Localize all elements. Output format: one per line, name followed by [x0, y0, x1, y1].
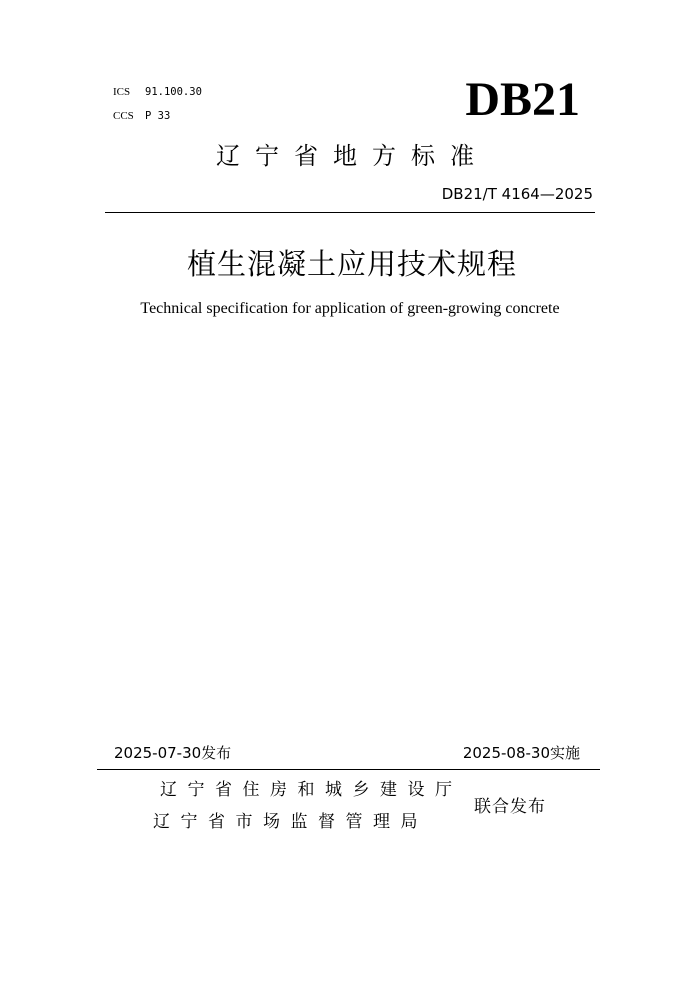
issuer-market-regulation: 辽宁省市场监督管理局 [153, 812, 428, 832]
issuer-housing-department: 辽宁省住房和城乡建设厅 [160, 780, 463, 800]
document-title-en: Technical specification for application of green-growing concrete [140, 300, 560, 317]
ics-value: 91.100.30 [145, 86, 202, 98]
standard-type: 辽宁省地方标准 [216, 142, 489, 170]
db-code-logo: DB21 [465, 73, 580, 126]
ccs-value: P 33 [145, 110, 171, 122]
joint-issue-label: 联合发布 [474, 797, 546, 817]
header-divider [105, 212, 595, 213]
document-title-cn: 植生混凝土应用技术规程 [186, 247, 517, 281]
implementation-date: 2025-08-30实施 [462, 744, 580, 762]
ics-label: ICS [113, 86, 131, 98]
footer-divider [97, 769, 600, 770]
ics-code [113, 86, 202, 98]
ccs-code [113, 110, 170, 122]
standard-number: DB21/T 4164—2025 [441, 185, 593, 203]
issue-date: 2025-07-30发布 [114, 744, 232, 762]
ccs-label: CCS [113, 110, 134, 122]
